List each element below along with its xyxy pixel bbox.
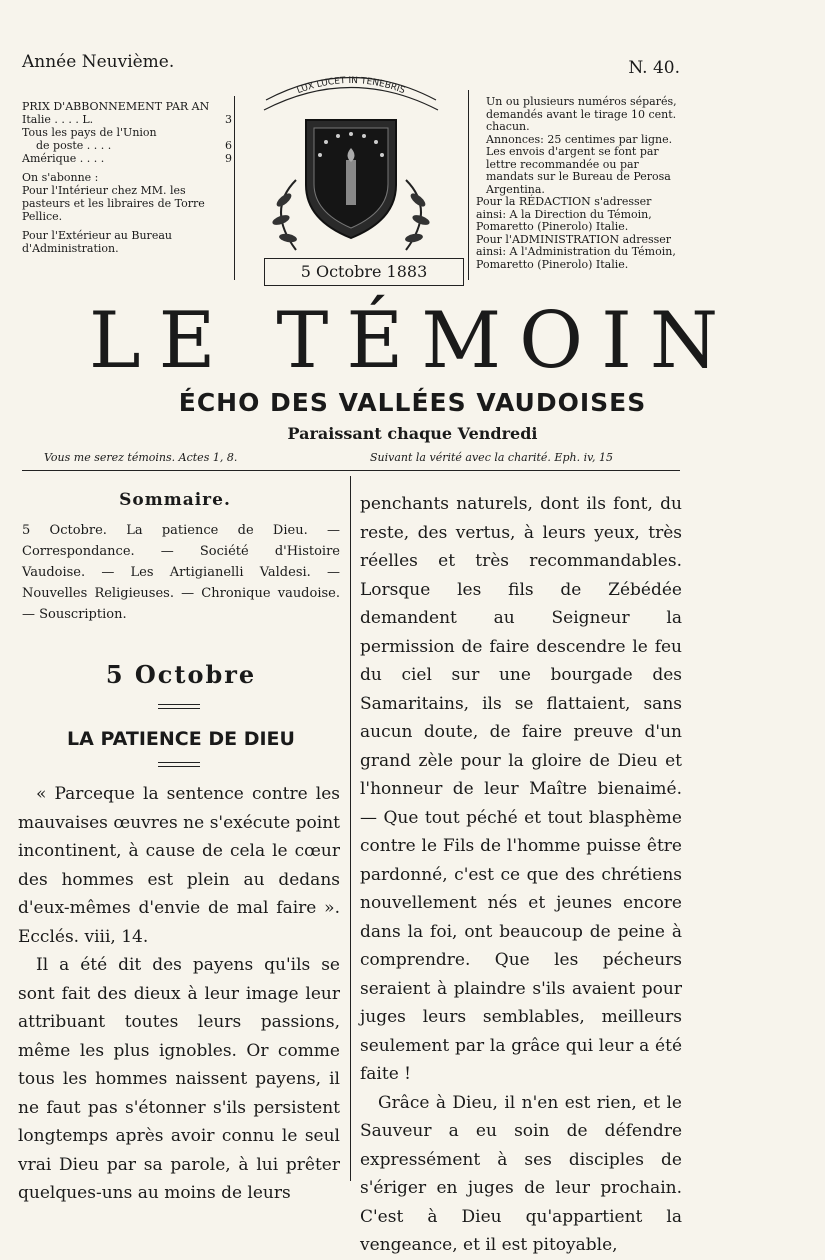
svg-text:LUX LUCET IN TENEBRIS xyxy=(296,76,407,96)
emblem xyxy=(236,60,466,260)
motto-left: Vous me serez témoins. Actes 1, 8. xyxy=(44,451,238,464)
subscribe-heading: On s'abonne : xyxy=(22,171,99,184)
subscription-heading: PRIX D'ABBONNEMENT PAR AN xyxy=(22,100,210,113)
double-rule xyxy=(158,762,200,767)
shield-emblem-icon xyxy=(236,60,466,260)
price-row: Amérique . . . . 9 xyxy=(22,152,232,165)
year-label: Année Neuvième. xyxy=(22,52,175,72)
info-ads: Annonces: 25 centimes par ligne. xyxy=(486,132,673,146)
subscribe-exterior: Pour l'Extérieur au Bureau d'Administration. xyxy=(22,229,172,255)
issue-date: 5 Octobre 1883 xyxy=(264,258,464,286)
article-title: LA PATIENCE DE DIEU xyxy=(67,728,295,750)
header-rule xyxy=(22,470,680,471)
epigraph: « Parceque la sentence contre les mauvaises œuvres ne s'exécute point incontinent, à cause de cela le cœur des hommes est plein au dedans d'eux-mêmes d'envie de mal faire ». Ecclés. viii, 14. xyxy=(18,784,340,947)
article-paragraph: Il a été dit des payens qu'ils se sont fait des dieux à leur image leur attribuant toutes leurs passions, même les plus ignobles. Or comme tous les hommes naissent payens, il ne faut pas s'étonner s'ils persistent longtemps après avoir connu le seul vrai Dieu par sa parole, à lui prêter quelques-uns au moins de leurs xyxy=(18,955,340,1203)
vertical-divider xyxy=(468,90,469,280)
article-paragraph: Grâce à Dieu, il n'en est rien, et le Sauveur a eu soin de défendre expressément à ses disciples de s'ériger en juges de leur prochain. C'est à Dieu qu'appartient la vengeance, et il est pitoyable, xyxy=(360,1092,682,1255)
subscribe-interior: Pour l'Intérieur chez MM. les pasteurs et les libraires de Torre Pellice. xyxy=(22,184,205,223)
section-title: 5 Octobre xyxy=(105,660,257,689)
double-rule xyxy=(158,704,200,709)
emblem-motto: LUX LUCET IN TENEBRIS xyxy=(295,75,407,97)
price-row: de poste . . . . 6 xyxy=(36,139,232,152)
sommaire-heading: Sommaire. xyxy=(119,490,231,510)
article-column-left xyxy=(18,780,340,1208)
info-single-issue: Un ou plusieurs numéros séparés, demandés avant le tirage 10 cent. chacun. xyxy=(486,95,677,133)
vertical-divider xyxy=(234,96,235,280)
issue-number: N. 40. xyxy=(628,58,680,78)
info-redaction: Pour la RÉDACTION s'adresser ainsi: A la Direction du Témoin, Pomaretto (Pinerolo) Italie. xyxy=(476,195,652,233)
periodicity: Paraissant chaque Vendredi xyxy=(287,424,538,443)
info-block xyxy=(476,96,682,271)
price-row: Italie . . . . L. 3 xyxy=(22,113,232,126)
price-row: Tous les pays de l'Union xyxy=(22,126,157,139)
newspaper-title: LE TÉMOIN xyxy=(88,296,737,386)
column-divider xyxy=(350,476,351,1181)
article-paragraph: penchants naturels, dont ils font, du reste, des vertus, à leurs yeux, très réelles et très recommandables. Lorsque les fils de Zébédée demandent au Seigneur la permission de faire descendre le feu du ciel sur une bourgade des Samaritains, ils se flattaient, sans aucun doute, de faire preuve d'un grand zèle pour la gloire de Dieu et l'honneur de leur Maître bienaimé. — Que tout péché et tout blasphème contre le Fils de l'homme puisse être pardonné, c'est ce que des chrétiens nouvellement nés et jeunes encore dans la foi, ont beaucoup de peine à comprendre. Que les pécheurs seraient à plaindre s'ils avaient pour juges leurs semblables, meilleurs seulement par la grâce qui leur a été faite ! xyxy=(360,494,682,1084)
newspaper-subtitle: ÉCHO DES VALLÉES VAUDOISES xyxy=(178,388,647,417)
info-administration: Pour l'ADMINISTRATION adresser ainsi: A l'Administration du Témoin, Pomaretto (Pinerolo) Italie. xyxy=(476,232,676,271)
motto-right: Suivant la vérité avec la charité. Eph. iv, 15 xyxy=(370,451,613,464)
subscription-block xyxy=(22,100,232,255)
info-payment: Les envois d'argent se font par lettre recommandée ou par mandats sur le Bureau de Perosa Argentina. xyxy=(486,145,671,196)
sommaire-text: 5 Octobre. La patience de Dieu. — Correspondance. — Société d'Histoire Vaudoise. — Les Artigianelli Valdesi. — Nouvelles Religieuses. — Chronique vaudoise. — Souscription. xyxy=(22,523,340,622)
article-column-right xyxy=(360,490,682,1260)
